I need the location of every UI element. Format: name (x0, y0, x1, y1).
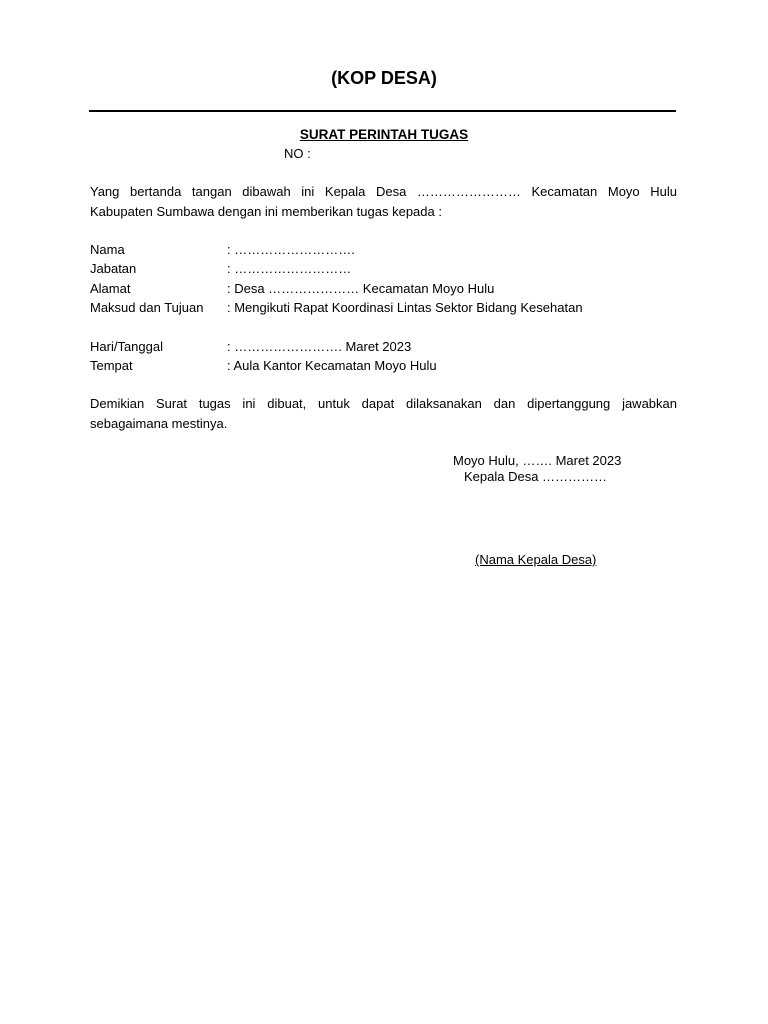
letterhead-placeholder: (KOP DESA) (331, 68, 437, 88)
signature-name: (Nama Kepala Desa) (475, 552, 597, 567)
field-row-tanggal (90, 337, 437, 356)
closing-line: Demikian Surat tugas ini dibuat, untuk dapat dilaksanakan dan dipertanggung jawabkan (90, 396, 677, 411)
field-label: Hari/Tanggal (90, 339, 163, 354)
intro-line: Yang bertanda tangan dibawah ini Kepala Desa …………………… Kecamatan Moyo Hulu (90, 184, 677, 199)
field-value: : Mengikuti Rapat Koordinasi Lintas Sektor Bidang Kesehatan (227, 299, 583, 315)
schedule-details (90, 337, 437, 376)
field-row-jabatan (90, 259, 583, 278)
field-value: : Desa ………………… Kecamatan Moyo Hulu (227, 280, 495, 296)
signature-place-date: Moyo Hulu, ……. Maret 2023 (453, 453, 622, 468)
field-label: Tempat (90, 358, 133, 374)
intro-paragraph (90, 182, 677, 222)
field-value: : ……………………. Maret 2023 (227, 339, 412, 354)
field-row-maksud (90, 298, 583, 317)
field-value: : ……………………… (227, 261, 352, 277)
signature-role: Kepala Desa …………… (464, 469, 608, 484)
field-label: Nama (90, 242, 125, 257)
field-row-tempat (90, 356, 437, 375)
document-number: NO : (284, 146, 311, 161)
field-row-alamat (90, 279, 583, 298)
field-label: Jabatan (90, 261, 137, 277)
field-label: Alamat (90, 280, 131, 296)
header-divider (89, 110, 676, 112)
closing-line: sebagaimana mestinya. (90, 416, 228, 431)
assignee-details (90, 240, 583, 317)
field-value: : Aula Kantor Kecamatan Moyo Hulu (227, 358, 437, 374)
field-row-nama (90, 240, 583, 259)
closing-paragraph (90, 394, 677, 434)
field-label: Maksud dan Tujuan (90, 299, 204, 315)
field-value: : ………………………. (227, 242, 355, 257)
intro-line: Kabupaten Sumbawa dengan ini memberikan tugas kepada : (90, 204, 442, 219)
document-title: SURAT PERINTAH TUGAS (299, 127, 469, 142)
